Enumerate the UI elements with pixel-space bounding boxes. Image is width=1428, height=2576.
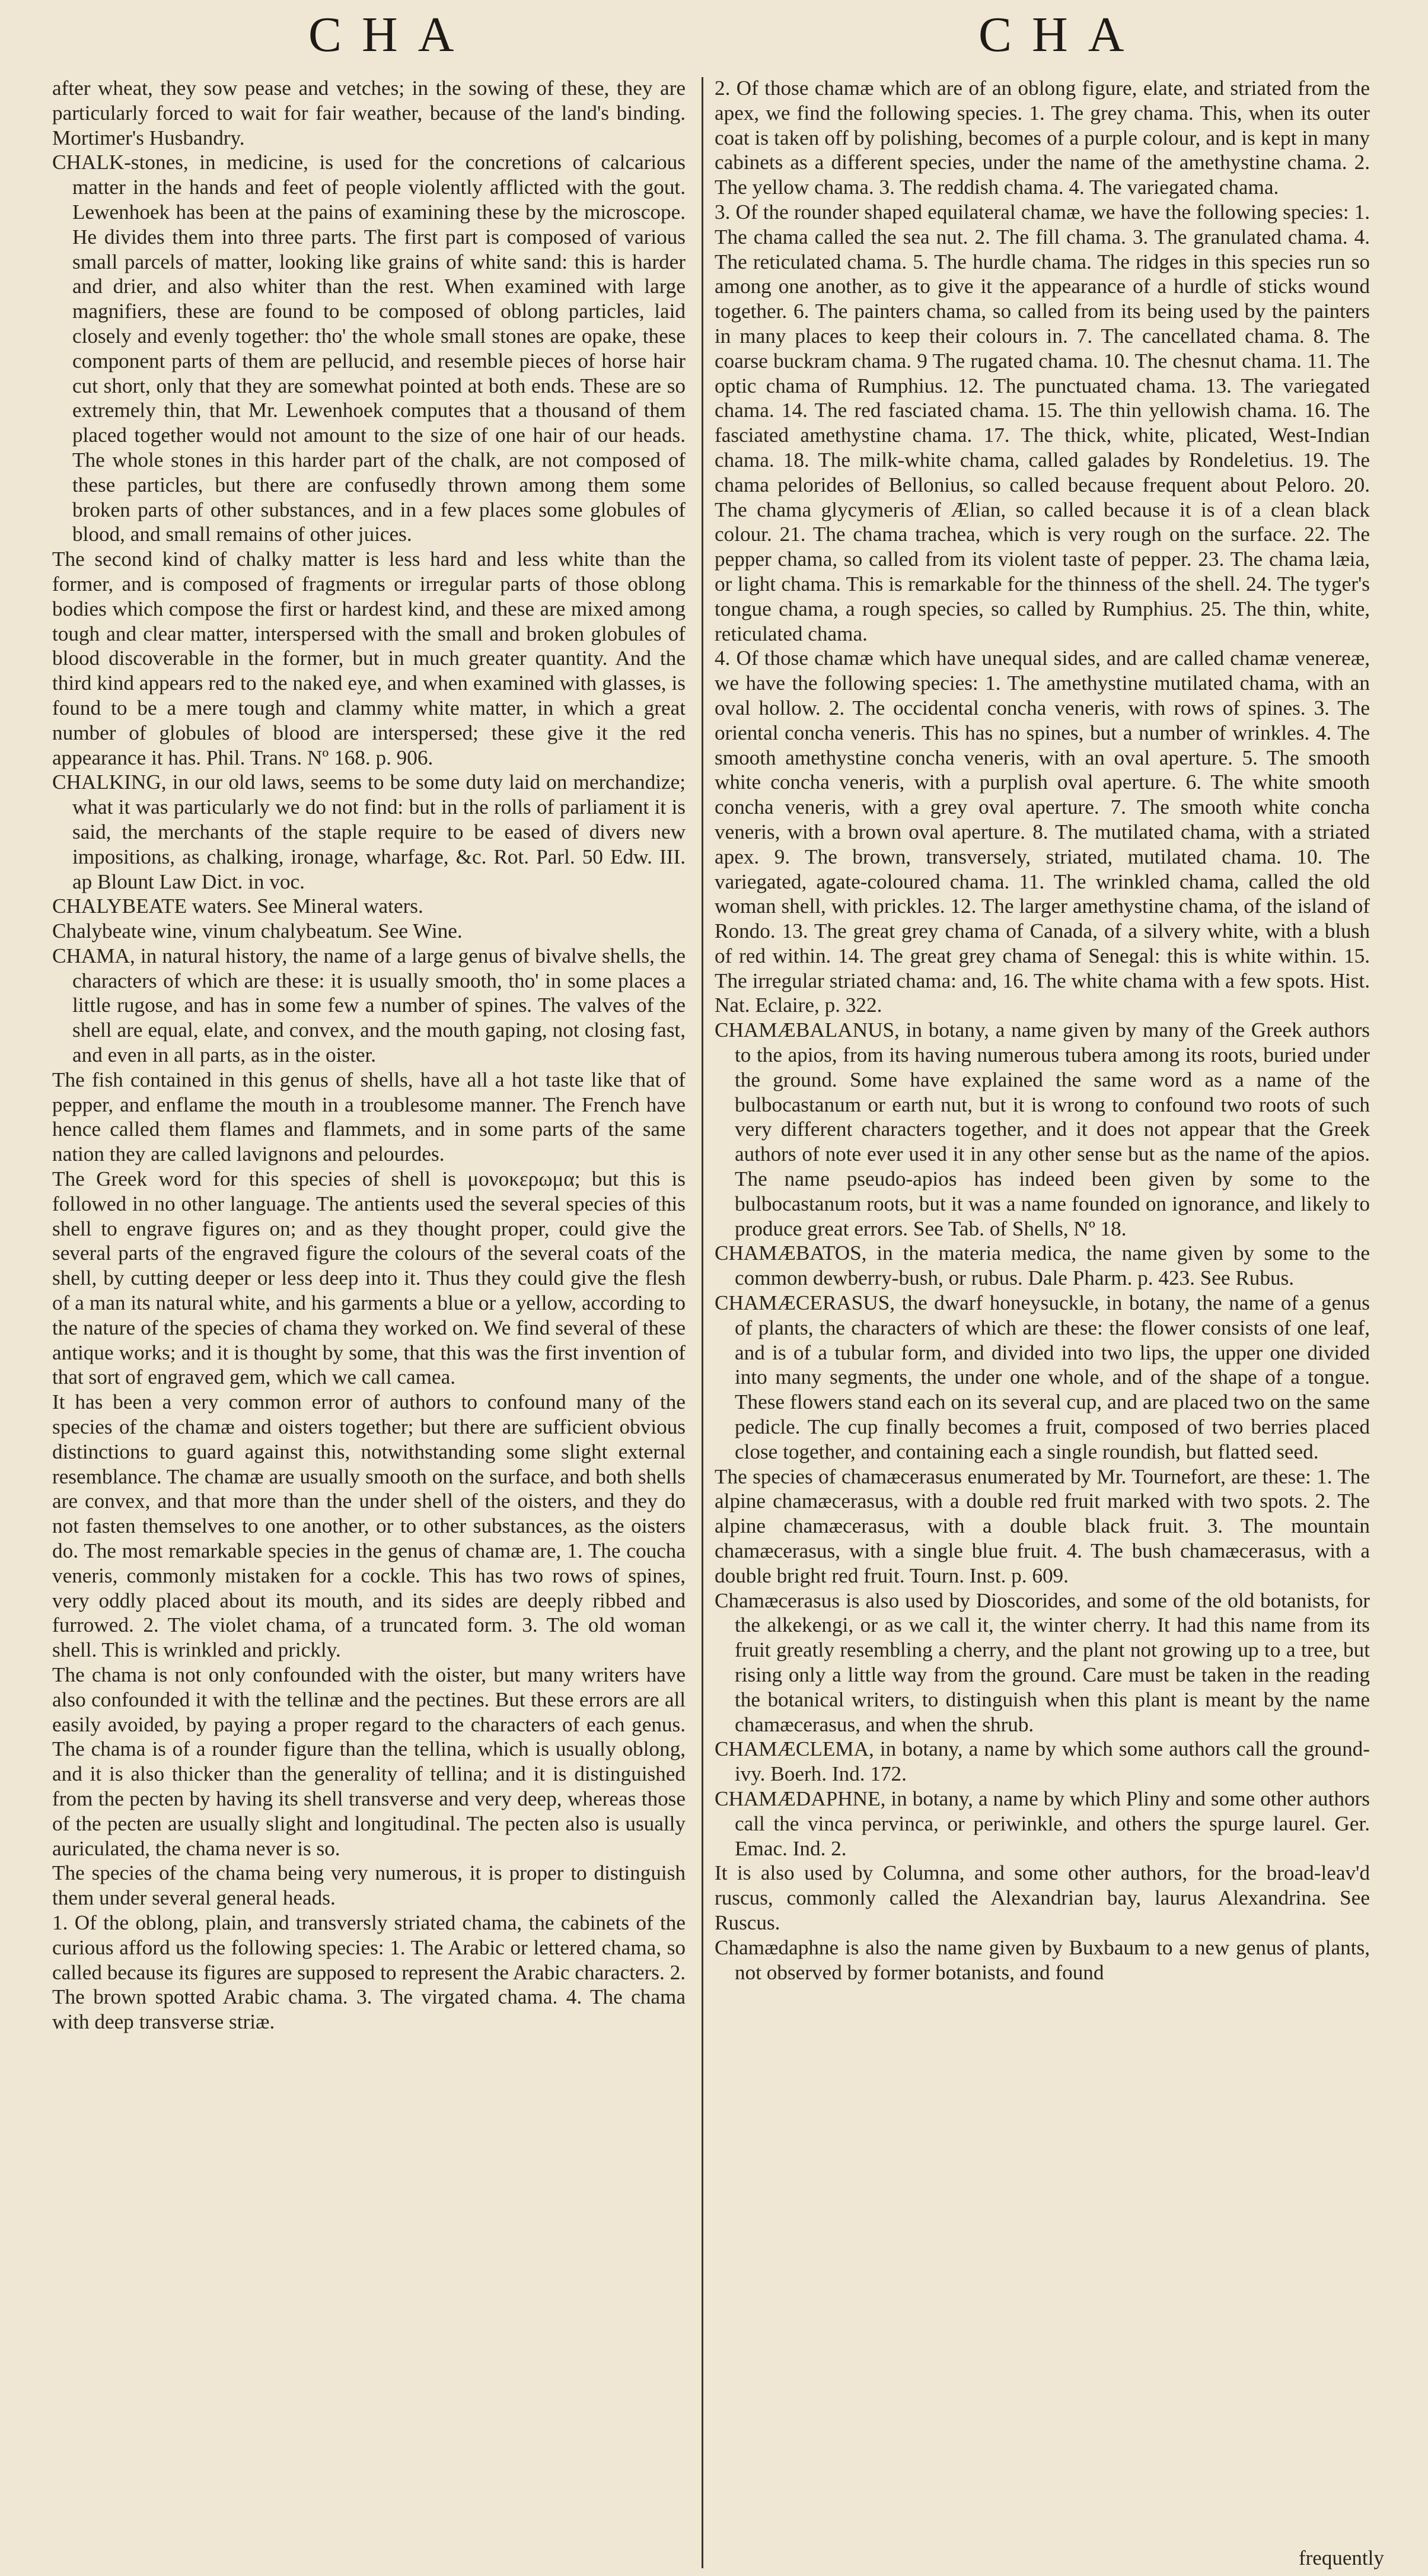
paragraph: 2. Of those chamæ which are of an oblong figure, elate, and striated from the apex, we find the following species. 1. The grey chama. This, when its outer coat is taken off by polishing, becomes of a purple colour, and is kept in many cabinets as a different species, under the name of the amethystine chama. 2. The yellow chama. 3. The reddish chama. 4. The variegated chama.	[715, 77, 1370, 199]
column-divider	[702, 77, 703, 2568]
paragraph: 3. Of the rounder shaped equilateral chamæ, we have the following species: 1. The chama called the sea nut. 2. The fill chama. 3. The granulated chama. 4. The reticulated chama. 5. The hurdle chama. The ridges in this species run so among one another, as to give it the appearance of a hurdle of sticks wound together. 6. The painters chama, so called from its being used by the painters in many places to keep their colours in. 7. The cancellated chama. 8. The coarse buckram chama. 9 The rugated chama. 10. The chesnut chama. 11. The optic chama of Rumphius. 12. The punctuated chama. 13. The variegated chama. 14. The red fasciated chama. 15. The thin yellowish chama. 16. The fasciated amethystine chama. 17. The thick, white, plicated, West-Indian chama. 18. The milk-white chama, called galades by Rondeletius. 19. The chama pelorides of Bellonius, so called because frequent about Peloro. 20. The chama glycymeris of Ælian, so called because it is of a clean black colour. 21. The chama trachea, which is very rough on the surface. 22. The pepper chama, so called from its violent taste of pepper. 23. The chama læia, or light chama. This is remarkable for the thinness of the shell. 24. The tyger's tongue chama, a rough species, so called by Rumphius. 25. The thin, white, reticulated chama.	[715, 200, 1370, 645]
paragraph: The chama is not only confounded with the oister, but many writers have also confounded it with the tellinæ and the pectines. But these errors are all easily avoided, by paying a proper regard to the characters of each genus. The chama is of a rounder figure than the tellina, which is usually oblong, and it is also thicker than the generality of tellina; and it is distinguished from the pecten by having its shell transverse and very deep, whereas those of the pecten are usually slight and longitudinal. The pecten also is usually auriculated, the chama never is so.	[52, 1663, 686, 1860]
entry-chamaebatos: CHAMÆBATOS, in the materia medica, the name given by some to the common dewberry-bush, or rubus. Dale Pharm. p. 423. See Rubus.	[715, 1241, 1370, 1290]
entry-chamaecerasus: CHAMÆCERASUS, the dwarf honeysuckle, in botany, the name of a genus of plants, the characters of which are these: the flower consists of one leaf, and is of a tubular form, and divided into two lips, the upper one divided into many segments, the under one whole, and of the shape of a tongue. These flowers stand each on its several cup, and are placed two on the same pedicle. The cup finally becomes a fruit, composed of two berries placed close together, and containing each a single roundish, but flatted seed.	[715, 1291, 1370, 1463]
paragraph: 4. Of those chamæ which have unequal sides, and are called chamæ venereæ, we have the following species: 1. The amethystine mutilated chama, with an oval hollow. 2. The occidental concha veneris, with rows of spines. 3. The oriental concha veneris. This has no spines, but a number of wrinkles. 4. The smooth amethystine concha veneris, with an oval aperture. 5. The smooth white concha veneris, with a purplish oval aperture. 6. The white smooth concha veneris, with a grey oval aperture. 7. The smooth white concha veneris, with a brown oval aperture. 8. The mutilated chama, with a striated apex. 9. The brown, transversely, striated, mutilated chama. 10. The variegated, agate-coloured chama. 11. The wrinkled chama, called the old woman shell, with prickles. 12. The larger amethystine chama, of the island of Rondo. 13. The great grey chama of Canada, of a silvery white, with a blush of red within. 14. The great grey chama of Senegal: this is white within. 15. The irregular striated chama: and, 16. The white chama with a few spots. Hist. Nat. Eclaire, p. 322.	[715, 647, 1370, 1017]
entry-chalking: CHALKING, in our old laws, seems to be some duty laid on merchandize; what it was particularly we do not find: but in the rolls of parliament it is said, the merchants of the staple require to be eased of divers new impositions, as chalking, ironage, wharfage, &c. Rot. Parl. 50 Edw. III. ap Blount Law Dict. in voc.	[52, 770, 686, 893]
entry-chalk-stones: CHALK-stones, in medicine, is used for the concretions of calcarious matter in the hands and feet of people violently afflicted with the gout. Lewenhoek has been at the pains of examining these by the microscope. He divides them into three parts. The first part is composed of various small parcels of matter, looking like grains of white sand: this is harder and drier, and also whiter than the rest. When examined with large magnifiers, these are found to be composed of oblong particles, laid closely and evenly together: tho' the whole small stones are opake, these component parts of them are pellucid, and resemble pieces of horse hair cut short, only that they are somewhat pointed at both ends. These are so extremely thin, that Mr. Lewenhoek computes that a thousand of them placed together would not amount to the size of one hair of our heads. The whole stones in this harder part of the chalk, are not composed of these particles, but there are confusedly thrown among them some broken parts of other substances, and in a few places some globules of blood, and small remains of other juices.	[52, 151, 686, 546]
paragraph: The Greek word for this species of shell is μονοκερωμα; but this is followed in no other language. The antients used the several species of this shell to engrave figures on; and as they thought proper, could give the several parts of the engraved figure the colours of the several coats of the shell, by cutting deeper or less deep into it. Thus they could give the flesh of a man its natural white, and his garments a blue or a yellow, according to the nature of the species of chama they worked on. We find several of these antique works; and it is thought by some, that this was the first invention of that sort of engraved gem, which we call camea.	[52, 1167, 686, 1389]
entry-chamaecerasus-alt: Chamæcerasus is also used by Dioscorides, and some of the old botanists, for the alkekengi, or as we call it, the winter cherry. It had this name from its fruit greatly resembling a cherry, and the plant not growing up to a tree, but rising only a little way from the ground. Care must be taken in the reading the botanical writers, to distinguish when this plant is meant by the name chamæcerasus, and when the shrub.	[715, 1588, 1370, 1736]
entry-chalybeate-wine: Chalybeate wine, vinum chalybeatum. See Wine.	[52, 919, 463, 943]
paragraph: The species of the chama being very numerous, it is proper to distinguish them under several general heads.	[52, 1861, 686, 1910]
paragraph: The species of chamæcerasus enumerated by Mr. Tournefort, are these: 1. The alpine chamæcerasus, with a double red fruit marked with two spots. 2. The alpine chamæcerasus, with a double black fruit. 3. The mountain chamæcerasus, with a single blue fruit. 4. The bush chamæcerasus, with a double bright red fruit. Tourn. Inst. p. 609.	[715, 1464, 1370, 1587]
paragraph: The fish contained in this genus of shells, have all a hot taste like that of pepper, and enflame the mouth in a troublesome manner. The French have hence called them flames and flammets, and in some parts of the same nation they are called lavignons and pelourdes.	[52, 1068, 686, 1166]
entry-chamaedaphne: CHAMÆDAPHNE, in botany, a name by which Pliny and some other authors call the vinca pervinca, or periwinkle, and others the spurge laurel. Ger. Emac. Ind. 2.	[715, 1787, 1370, 1860]
paragraph: It is also used by Columna, and some other authors, for the broad-leav'd ruscus, commonly called the Alexandrian bay, laurus Alexandrina. See Ruscus.	[715, 1861, 1370, 1934]
entry-chamaeclema: CHAMÆCLEMA, in botany, a name by which some authors call the ground-ivy. Boerh. Ind. 172.	[715, 1737, 1370, 1786]
paragraph: after wheat, they sow pease and vetches; in the sowing of these, they are particularly forced to wait for fair weather, because of the land's binding. Mortimer's Husbandry.	[52, 77, 686, 149]
catchword: frequently	[1299, 2546, 1384, 2569]
paragraph: It has been a very common error of authors to confound many of the species of the chamæ and oisters together; but there are sufficient obvious distinctions to guard against this, notwithstanding some slight external resemblance. The chamæ are usually smooth on the surface, and both shells are convex, and that more than the under shell of the oisters, and they do not fasten themselves to one another, or to other substances, as the oisters do. The most remarkable species in the genus of chamæ are, 1. The coucha veneris, commonly mistaken for a cockle. This has two rows of spines, very oddly placed about its mouth, and its sides are deeply ribbed and furrowed. 2. The violet chama, of a truncated form. 3. The old woman shell. This is wrinkled and prickly.	[52, 1390, 686, 1662]
entry-chamaedaphne-alt: Chamædaphne is also the name given by Buxbaum to a new genus of plants, not observed by former botanists, and found	[715, 1935, 1370, 1984]
left-column	[52, 76, 686, 2034]
running-head-right: CHA	[978, 7, 1145, 62]
paragraph: The second kind of chalky matter is less hard and less white than the former, and is composed of fragments or irregular parts of those oblong bodies which compose the first or hardest kind, and these are mixed among tough and clear matter, interspersed with the small and broken globules of blood discoverable in the former, but in much greater quantity. And the third kind appears red to the naked eye, and when examined with glasses, is found to be a mere tough and clammy white matter, in which a great number of globules of blood are interspersed; these give it the red appearance it has. Phil. Trans. Nº 168. p. 906.	[52, 547, 686, 769]
right-column	[715, 76, 1370, 1985]
entry-chama: CHAMA, in natural history, the name of a large genus of bivalve shells, the characters of which are these: it is usually smooth, tho' in some places a little rugose, and has in some few a number of spines. The valves of the shell are equal, elate, and convex, and the mouth gaping, not closing fast, and even in all parts, as in the oister.	[52, 944, 686, 1067]
entry-chalybeate-waters: CHALYBEATE waters. See Mineral waters.	[52, 894, 423, 918]
entry-chamaebalanus: CHAMÆBALANUS, in botany, a name given by many of the Greek authors to the apios, from its having numerous tubera among its roots, buried under the ground. Some have explained the same word as a name of the bulbocastanum or earth nut, but it is wrong to confound two roots of such very different characters together, and it does not appear that the Greek authors of note ever used it in any other sense but as the name of the apios. The name pseudo-apios has indeed been given by some to the bulbocastanum roots, but it was a name founded on ignorance, and likely to produce great errors. See Tab. of Shells, Nº 18.	[715, 1018, 1370, 1240]
running-head-left: CHA	[308, 7, 474, 62]
paragraph: 1. Of the oblong, plain, and transversly striated chama, the cabinets of the curious afford us the following species: 1. The Arabic or lettered chama, so called because its figures are supposed to represent the Arabic characters. 2. The brown spotted Arabic chama. 3. The virgated chama. 4. The chama with deep transverse striæ.	[52, 1910, 686, 2034]
